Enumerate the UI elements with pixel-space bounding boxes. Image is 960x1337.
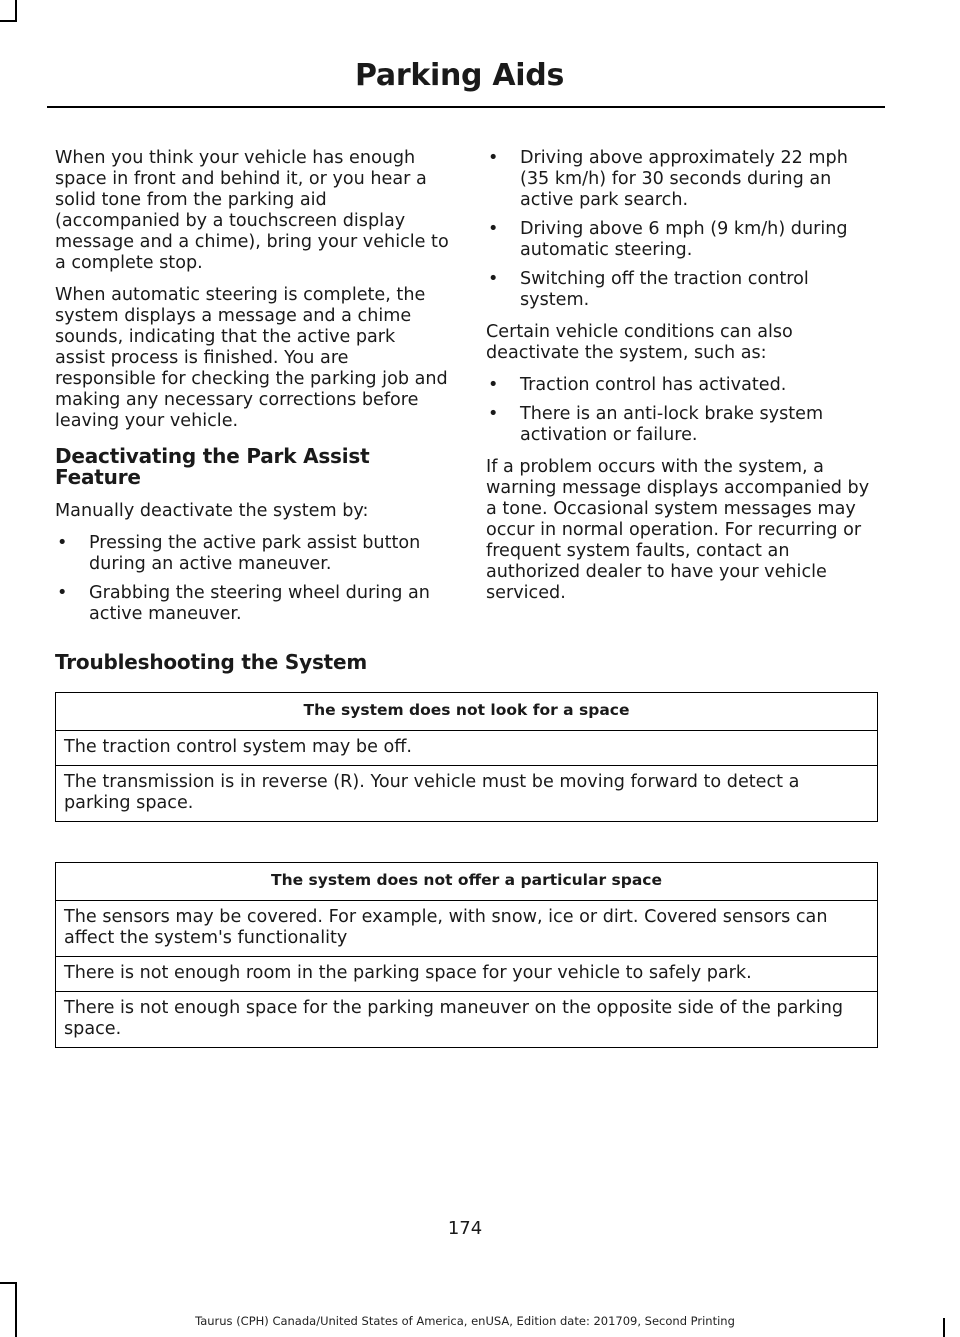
paragraph: If a problem occurs with the system, a warning message displays accompanied by a tone. Occasional system messages may occur in normal operation. For recurring or frequent system faults, contact an authorized dealer to have your vehicle serviced. <box>486 457 870 603</box>
list-item-text: Grabbing the steering wheel during an active maneuver. <box>89 583 430 624</box>
right-column <box>486 148 882 615</box>
bullet-mark: • <box>488 375 499 395</box>
table-header: The system does not offer a particular space <box>56 863 878 901</box>
crop-mark-top-left-v <box>15 0 17 22</box>
list-item <box>486 404 882 446</box>
list-item <box>55 533 450 575</box>
list-item-text: Driving above 6 mph (9 km/h) during automatic steering. <box>520 219 848 260</box>
list-item <box>486 219 882 261</box>
bullet-mark: • <box>488 148 499 168</box>
list-item <box>55 583 450 625</box>
bullet-list <box>486 375 882 446</box>
table-cell: There is not enough room in the parking space for your vehicle to safely park. <box>56 957 878 992</box>
page-title: Parking Aids <box>355 58 564 93</box>
page-number: 174 <box>447 1218 483 1239</box>
troubleshooting-table-2 <box>55 862 878 1048</box>
section-heading: Deactivating the Park Assist Feature <box>55 444 370 489</box>
crop-mark-top-left-h <box>0 20 17 22</box>
troubleshooting-heading: Troubleshooting the System <box>55 650 368 674</box>
list-item-text: Switching off the traction control system. <box>520 269 809 310</box>
footer-edition-text: Taurus (CPH) Canada/United States of America, enUSA, Edition date: 201709, Second Printing <box>195 1314 735 1328</box>
bullet-mark: • <box>57 533 68 553</box>
bullet-list <box>55 533 450 625</box>
bullet-mark: • <box>488 404 499 424</box>
bullet-mark: • <box>488 269 499 289</box>
list-item <box>486 148 882 211</box>
list-item-text: Driving above approximately 22 mph (35 km/h) for 30 seconds during an active park search. <box>520 148 848 210</box>
crop-mark-bottom-left-h <box>0 1282 17 1284</box>
paragraph: Manually deactivate the system by: <box>55 501 369 521</box>
list-item-text: Pressing the active park assist button during an active maneuver. <box>89 533 421 574</box>
list-item <box>486 375 882 396</box>
crop-mark-bottom-right-v <box>943 1318 945 1337</box>
list-item-text: There is an anti-lock brake system activation or failure. <box>520 404 824 445</box>
paragraph: When you think your vehicle has enough space in front and behind it, or you hear a solid tone from the parking aid (accompanied by a touchscreen display message and a chime), bring your vehicle to a complete stop. <box>55 148 449 273</box>
paragraph: When automatic steering is complete, the system displays a message and a chime sounds, indicating that the active park assist process is finished. You are responsible for checking the parking job and making any necessary corrections before leaving your vehicle. <box>55 285 448 431</box>
paragraph: Certain vehicle conditions can also deactivate the system, such as: <box>486 322 793 363</box>
left-column <box>55 148 450 636</box>
header-divider <box>47 106 885 108</box>
table-cell: The transmission is in reverse (R). Your vehicle must be moving forward to detect a parking space. <box>56 766 878 822</box>
bullet-mark: • <box>488 219 499 239</box>
bullet-list <box>486 148 882 311</box>
list-item-text: Traction control has activated. <box>520 375 787 395</box>
table-header: The system does not look for a space <box>56 693 878 731</box>
crop-mark-bottom-left-v <box>15 1282 17 1337</box>
table-cell: There is not enough space for the parking maneuver on the opposite side of the parking space. <box>56 992 878 1048</box>
bullet-mark: • <box>57 583 68 603</box>
list-item <box>486 269 882 311</box>
table-cell: The sensors may be covered. For example, with snow, ice or dirt. Covered sensors can affect the system's functionality <box>56 901 878 957</box>
troubleshooting-table-1 <box>55 692 878 822</box>
table-cell: The traction control system may be off. <box>56 731 878 766</box>
